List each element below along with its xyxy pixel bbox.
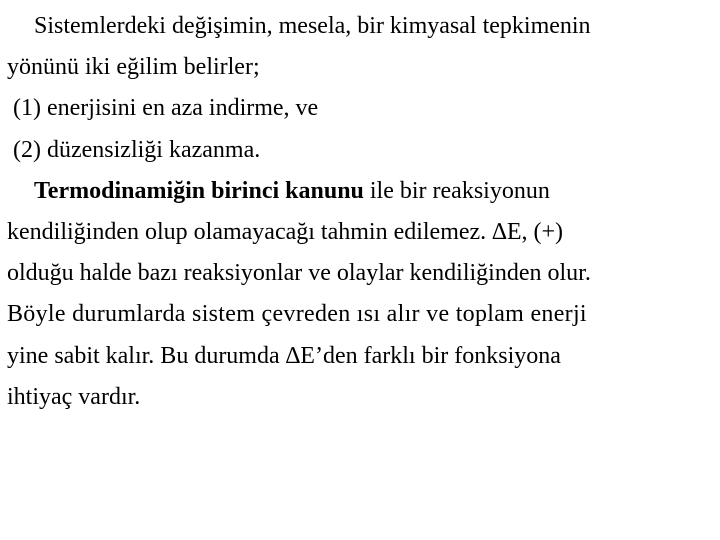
paragraph2-line2: kendiliğinden olup olamayacağı tahmin edilemez. ∆E, (+) xyxy=(7,219,564,246)
paragraph2-line5: yine sabit kalır. Bu durumda ∆E’den farklı bir fonksiyona xyxy=(7,342,561,369)
paragraph1-line2: yönünü iki eğilim belirler; xyxy=(7,54,260,81)
paragraph2-line1-rest: ile bir reaksiyonun xyxy=(363,177,550,204)
paragraph2-line3: olduğu halde bazı reaksiyonlar ve olaylar kendiliğinden olur. xyxy=(7,260,591,287)
paragraph2-line4: Böyle durumlarda sistem çevreden ısı alır ve toplam enerji xyxy=(7,301,587,328)
list-item-1: (1) enerjisini en aza indirme, ve xyxy=(13,95,319,122)
body-text xyxy=(7,6,713,418)
paragraph2-line6: ihtiyaç vardır. xyxy=(7,383,141,410)
paragraph1-line1: Sistemlerdeki değişimin, mesela, bir kimyasal tepkimenin xyxy=(34,13,591,39)
paragraph2-line1 xyxy=(7,171,713,212)
bold-term: Termodinamiğin birinci kanunu xyxy=(34,177,364,204)
list-item-2: (2) düzensizliği kazanma. xyxy=(13,136,261,163)
